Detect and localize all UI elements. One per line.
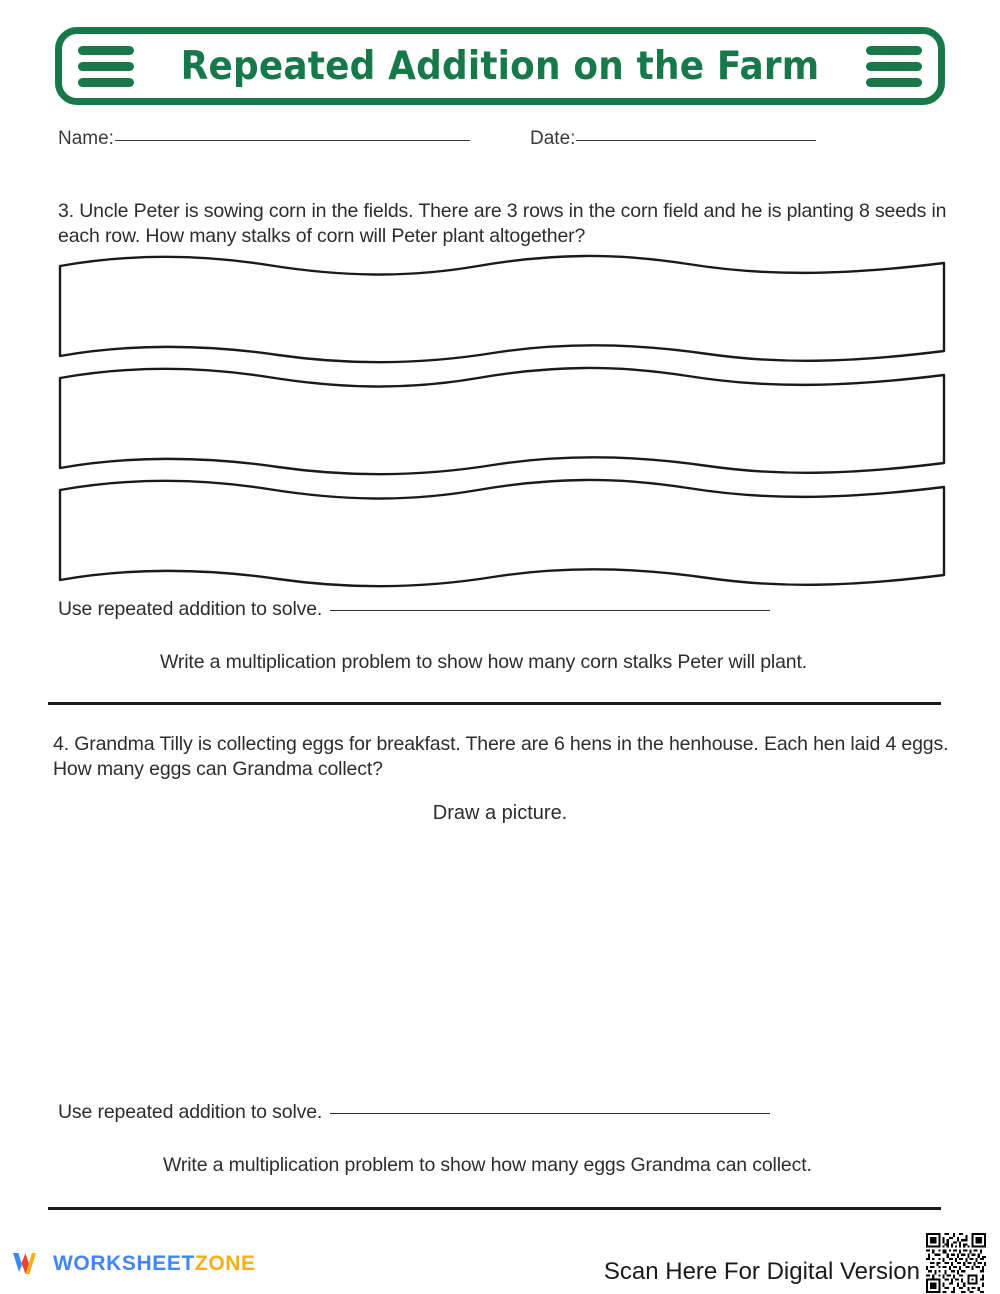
worksheet-zone-logo[interactable] xyxy=(10,1250,256,1278)
question-3-solve-label: Use repeated addition to solve. xyxy=(58,598,323,620)
section-divider xyxy=(48,702,941,705)
question-4-text: 4. Grandma Tilly is collecting eggs for breakfast. There are 6 hens in the henhouse. Each hen laid 4 eggs. How many eggs can Grandma collect? xyxy=(53,733,949,780)
hamburger-bar xyxy=(78,46,134,55)
logo-w-icon xyxy=(10,1250,44,1278)
page-footer xyxy=(0,1230,1000,1294)
question-4-drawing-area[interactable] xyxy=(58,832,943,1090)
hamburger-bar xyxy=(866,62,922,71)
question-3-work-area[interactable] xyxy=(58,252,946,592)
question-4-write-label: Write a multiplication problem to show how many eggs Grandma can collect. xyxy=(163,1154,812,1176)
name-input[interactable] xyxy=(115,140,470,141)
scan-here-label: Scan Here For Digital Version xyxy=(603,1258,920,1285)
title-banner xyxy=(55,27,945,105)
date-input[interactable] xyxy=(576,140,816,141)
question-3-write-label: Write a multiplication problem to show how many corn stalks Peter will plant. xyxy=(160,651,808,673)
question-3-text: 3. Uncle Peter is sowing corn in the fields. There are 3 rows in the corn field and he is planting 8 seeds in each row. How many stalks of corn will Peter plant altogether? xyxy=(58,200,947,247)
section-divider xyxy=(48,1207,941,1210)
hamburger-bar xyxy=(78,78,134,87)
hamburger-menu-icon-left xyxy=(78,46,134,87)
name-date-row xyxy=(58,128,918,154)
question-3-solve-line xyxy=(58,598,770,621)
hamburger-bar xyxy=(866,46,922,55)
qr-code[interactable] xyxy=(926,1233,986,1293)
logo-text xyxy=(53,1252,256,1276)
question-4-solve-label: Use repeated addition to solve. xyxy=(58,1101,323,1123)
question-3-solve-input[interactable] xyxy=(330,610,770,611)
question-4-solve-line xyxy=(58,1101,770,1124)
hamburger-menu-icon-right xyxy=(866,46,922,87)
name-label: Name: xyxy=(58,128,114,149)
date-label: Date: xyxy=(530,128,576,149)
hamburger-bar xyxy=(866,78,922,87)
hamburger-bar xyxy=(78,62,134,71)
logo-text-zone: ZONE xyxy=(194,1252,256,1275)
question-4-draw-label: Draw a picture. xyxy=(432,802,568,824)
question-4-solve-input[interactable] xyxy=(330,1113,770,1114)
logo-text-worksheet: WORKSHEET xyxy=(53,1252,195,1275)
page-title: Repeated Addition on the Farm xyxy=(180,43,820,89)
name-field-group xyxy=(58,128,470,150)
date-field-group xyxy=(530,128,816,150)
